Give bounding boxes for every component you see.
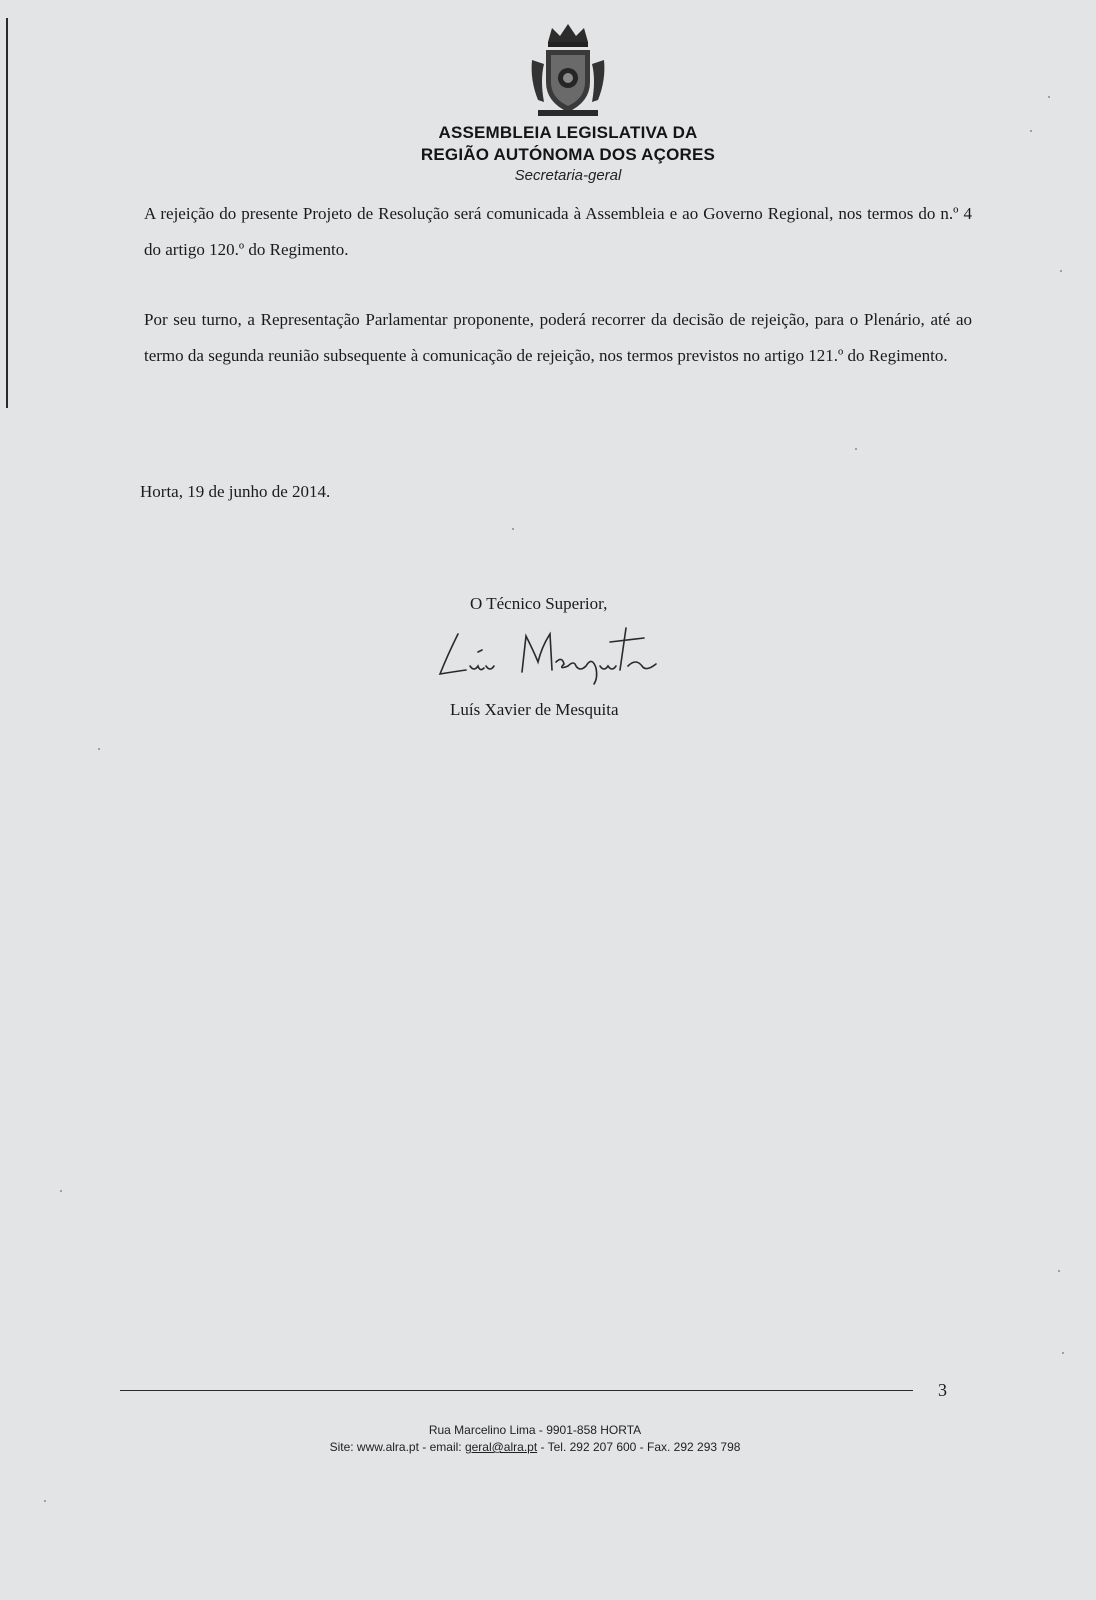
- scan-speck: [1062, 1352, 1064, 1354]
- page-number: 3: [938, 1380, 947, 1400]
- document-date: Horta, 19 de junho de 2014.: [140, 482, 331, 501]
- letterhead-line-2: REGIÃO AUTÓNOMA DOS AÇORES: [420, 145, 716, 164]
- footer-contact: [270, 1422, 800, 1456]
- scan-speck: [98, 748, 100, 750]
- footer-address: Rua Marcelino Lima - 9901-858 HORTA: [428, 1423, 642, 1437]
- signatory-name: Luís Xavier de Mesquita: [450, 700, 619, 719]
- scan-speck: [855, 448, 857, 450]
- scan-edge-line: [6, 18, 8, 408]
- footer-site: Site: www.alra.pt - email:: [329, 1440, 465, 1454]
- letterhead-subtitle: Secretaria-geral: [514, 167, 622, 184]
- scan-speck: [1058, 1270, 1060, 1272]
- footer-contacts-line: [270, 1439, 800, 1456]
- letterhead: [300, 122, 836, 186]
- letterhead-line-1: ASSEMBLEIA LEGISLATIVA DA: [438, 123, 698, 142]
- scan-speck: [512, 528, 514, 530]
- handwritten-signature: [430, 622, 680, 692]
- scan-speck: [60, 1190, 62, 1192]
- coat-of-arms-icon: [528, 20, 608, 120]
- footer-phone-fax: - Tel. 292 207 600 - Fax. 292 293 798: [537, 1440, 741, 1454]
- footer-email-link[interactable]: geral@alra.pt: [464, 1440, 538, 1454]
- footer-divider: [120, 1390, 913, 1391]
- scan-speck: [1060, 270, 1062, 272]
- paragraph-appeal-rights: Por seu turno, a Representação Parlamentar proponente, poderá recorrer da decisão de rejeição, para o Plenário, até ao termo da segunda reunião subsequente à comunicação de rejeição, nos termos previstos no artigo 121.º do Regimento.: [144, 310, 972, 365]
- scan-speck: [1030, 130, 1032, 132]
- signatory-role: O Técnico Superior,: [470, 594, 608, 613]
- paragraph-rejection-communication: A rejeição do presente Projeto de Resolução será comunicada à Assembleia e ao Governo Regional, nos termos do n.º 4 do artigo 120.º do Regimento.: [144, 204, 972, 259]
- scan-speck: [1048, 96, 1050, 98]
- scan-speck: [44, 1500, 46, 1502]
